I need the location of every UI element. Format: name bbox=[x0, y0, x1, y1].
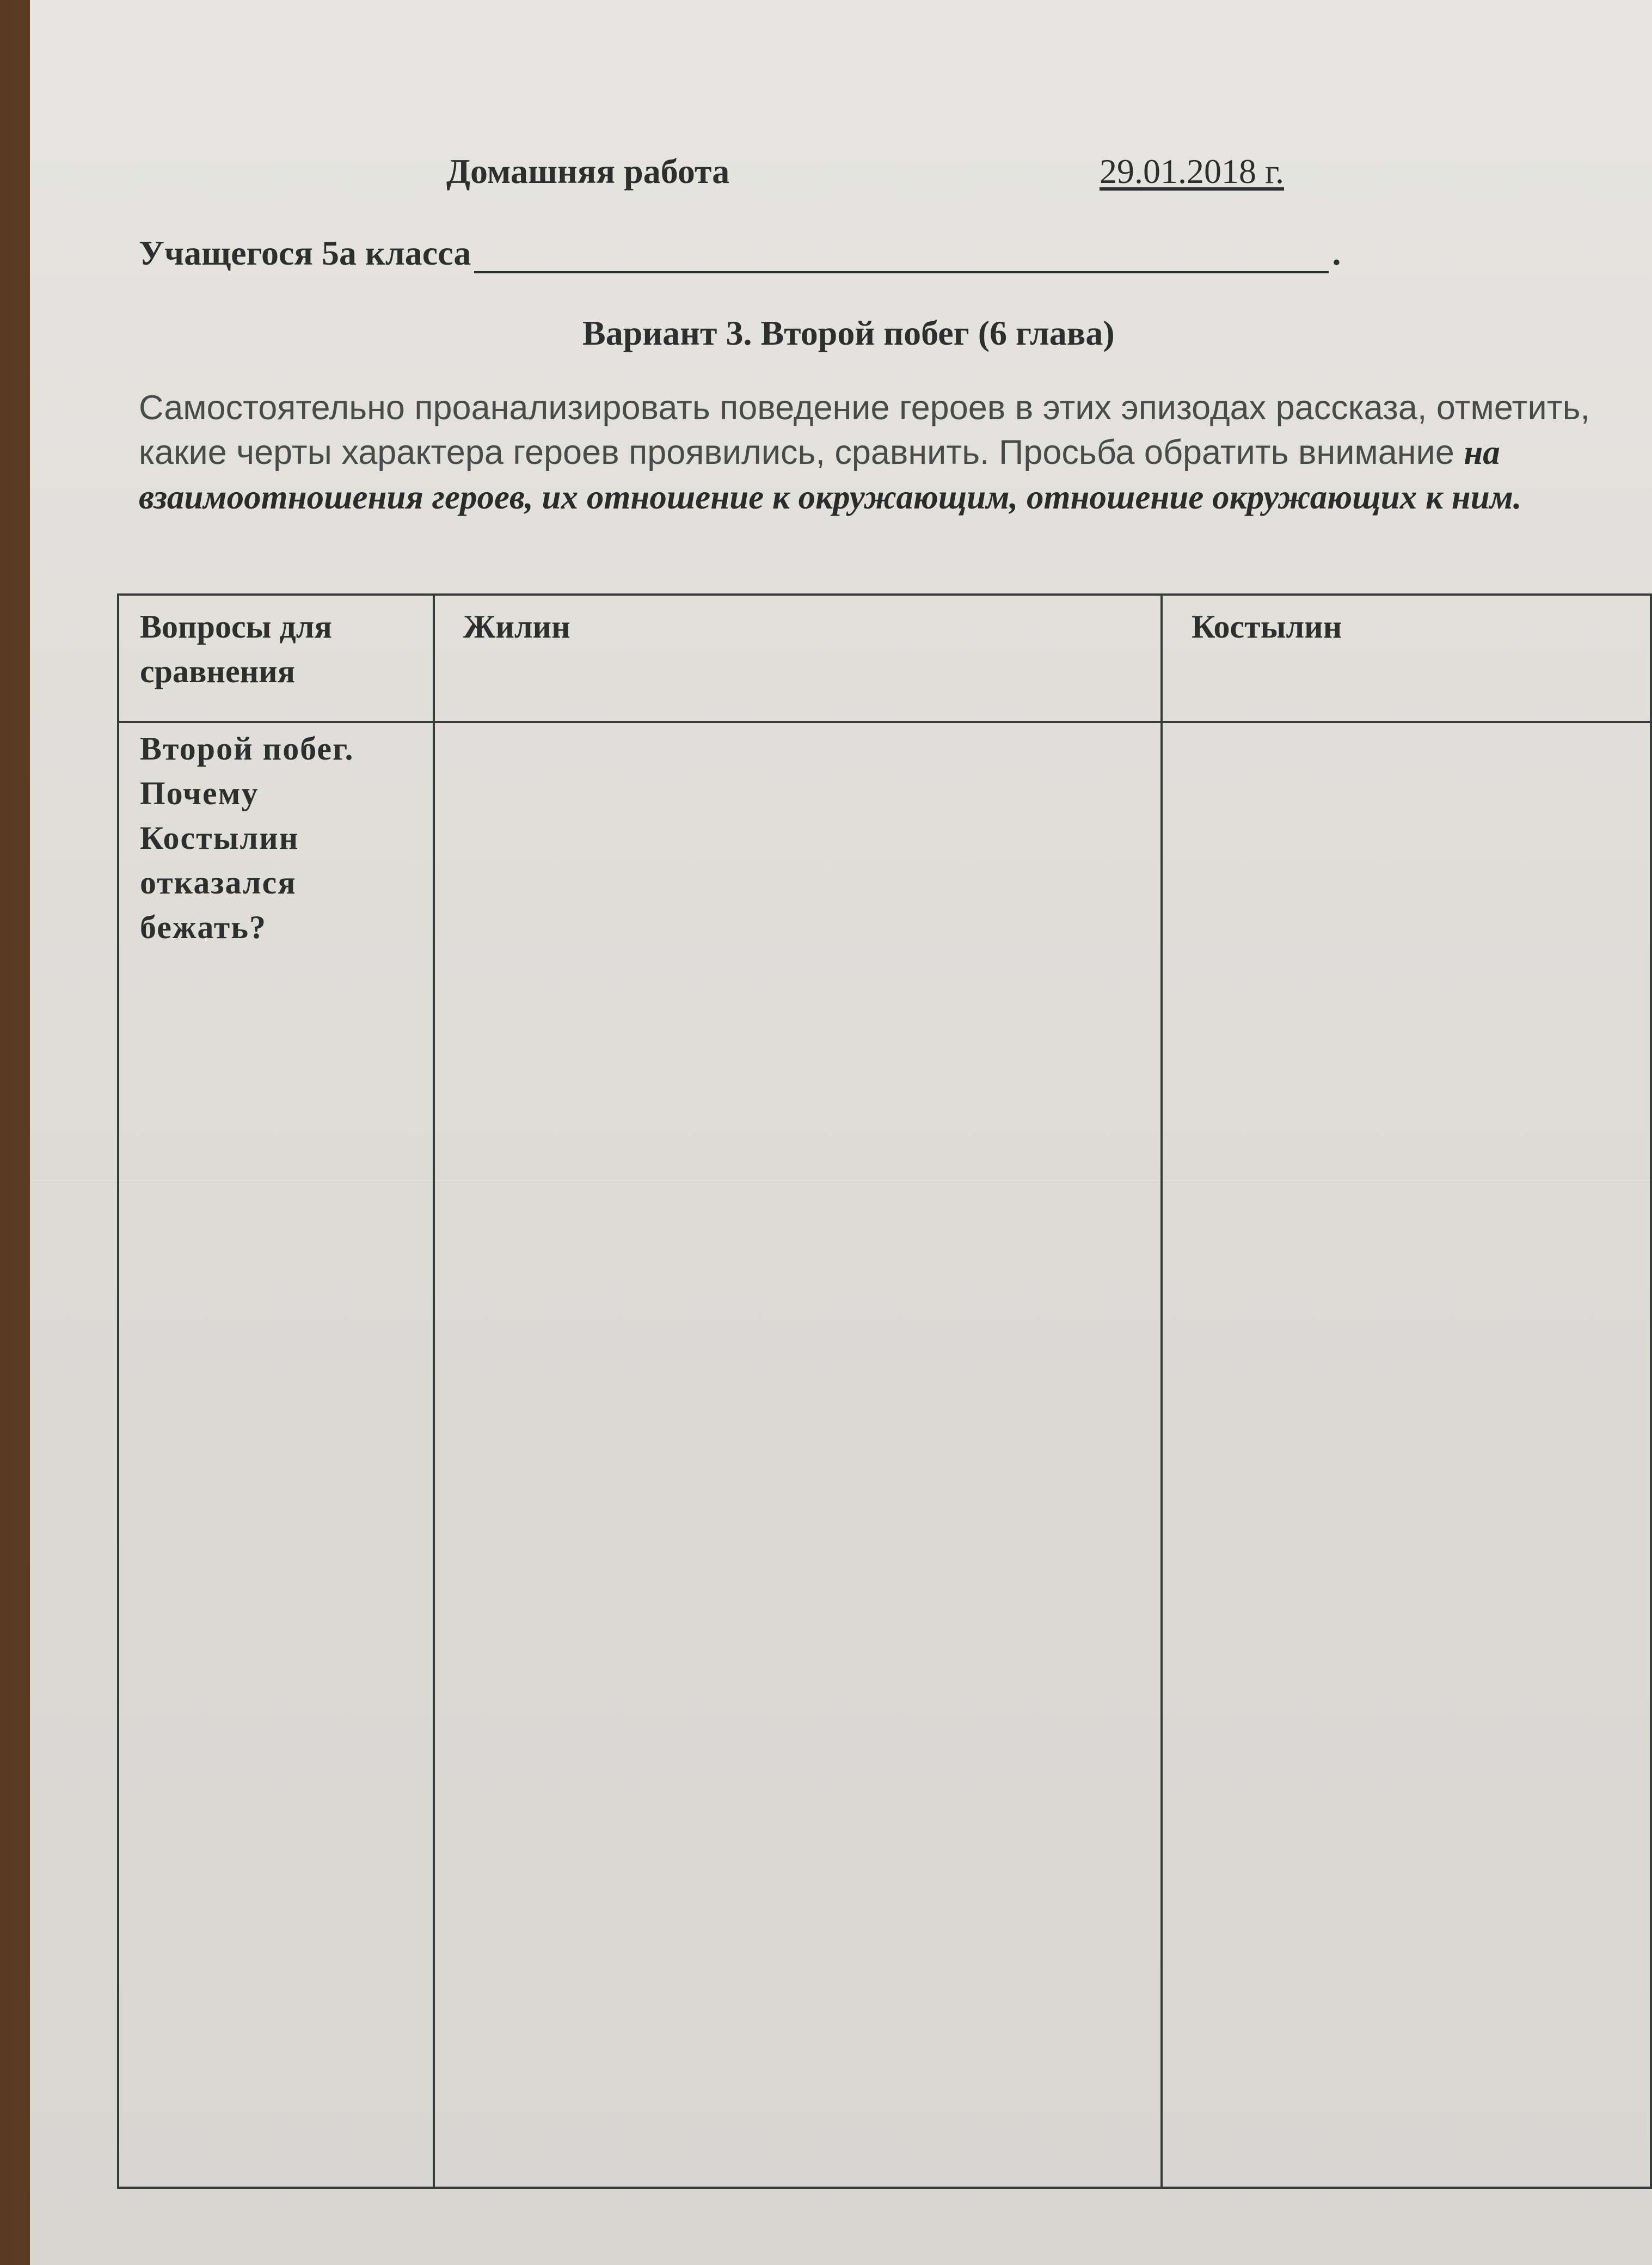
question-cell: Второй побег. Почему Костылин отказался бежать? bbox=[140, 731, 354, 945]
student-name-blank[interactable] bbox=[474, 237, 1329, 273]
instructions-plain: Самостоятельно проанализировать поведение героев в этих эпизодах рассказа, отметить, какие черты характера героев проявились, сравнить. Просьба обратить внимание bbox=[139, 389, 1590, 472]
variant-title: Вариант 3. Второй побег (6 глава) bbox=[582, 314, 1115, 352]
student-line-end: . bbox=[1332, 234, 1341, 272]
header-kostylin: Костылин bbox=[1192, 609, 1342, 645]
document-date: 29.01.2018 г. bbox=[1100, 152, 1285, 191]
student-label: Учащегося 5а класса bbox=[139, 234, 471, 272]
document-title: Домашняя работа bbox=[446, 152, 730, 191]
instructions-paragraph bbox=[139, 385, 1608, 519]
comparison-table bbox=[117, 593, 1652, 2189]
student-name-row bbox=[139, 233, 1341, 273]
worksheet-paper bbox=[30, 0, 1652, 2265]
header-questions: Вопросы для сравнения bbox=[140, 609, 332, 689]
header-zhilin: Жилин bbox=[463, 609, 570, 645]
instructions-emphasis: на взаимоотношения героев, их отношение к окружающим, отношение окружающих к ним. bbox=[139, 433, 1522, 516]
kostylin-answer-cell[interactable] bbox=[1163, 723, 1650, 2187]
zhilin-answer-cell[interactable] bbox=[435, 723, 1160, 2187]
